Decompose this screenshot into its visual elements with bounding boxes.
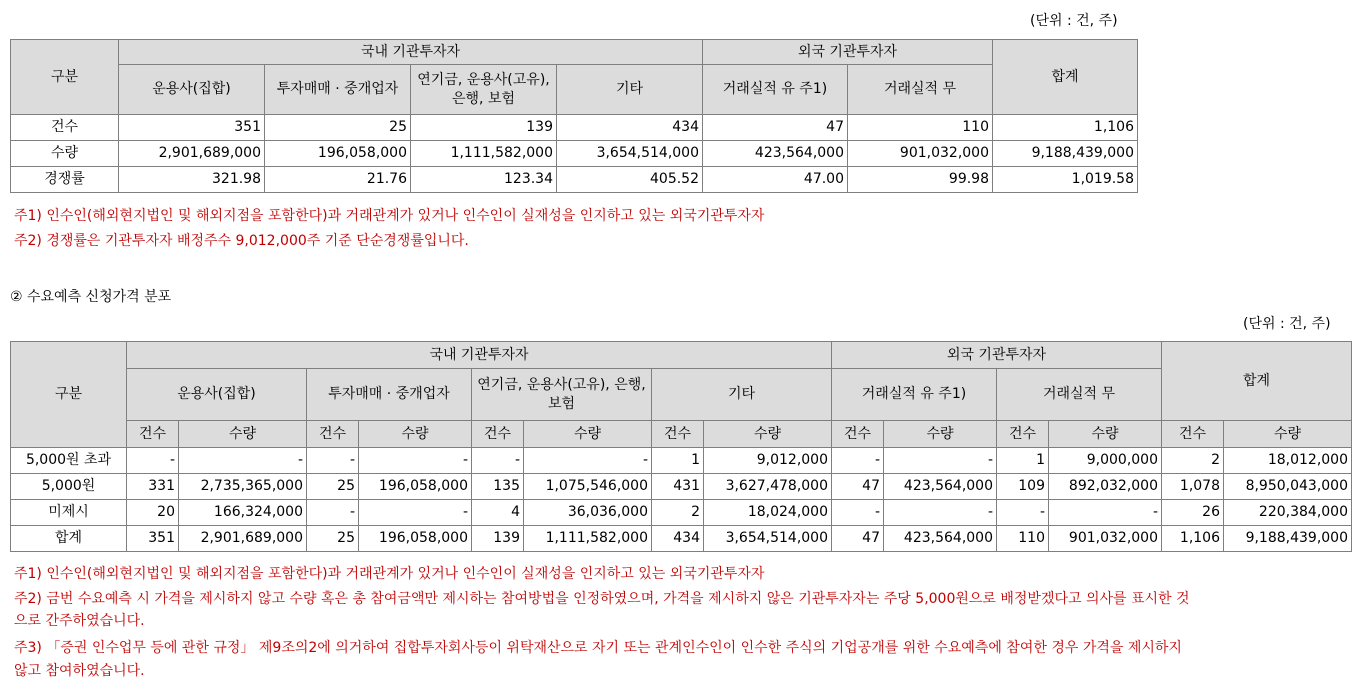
cell: - xyxy=(307,500,359,526)
price-distribution-table xyxy=(10,341,1352,552)
cell: 220,384,000 xyxy=(1224,500,1352,526)
header-count: 건수 xyxy=(652,421,704,448)
header-category: 구분 xyxy=(11,342,127,448)
cell: 1,019.58 xyxy=(993,167,1138,193)
header-group: 연기금, 운용사(고유), 은행, 보험 xyxy=(472,369,652,421)
cell: 2 xyxy=(652,500,704,526)
table-row xyxy=(11,500,1352,526)
cell: 901,032,000 xyxy=(1049,526,1162,552)
table1-note-1: 주1) 인수인(해외현지법인 및 해외지점을 포함한다)과 거래관계가 있거나 인수인이 실재성을 인지하고 있는 외국기관투자자 xyxy=(14,208,765,224)
cell: 1 xyxy=(997,448,1049,474)
cell: 25 xyxy=(307,526,359,552)
table2-note-2-cont: 으로 간주하였습니다. xyxy=(14,613,145,629)
table-row xyxy=(11,115,1138,141)
cell: 9,012,000 xyxy=(704,448,832,474)
cell: 351 xyxy=(119,115,265,141)
cell: 139 xyxy=(472,526,524,552)
cell: 423,564,000 xyxy=(884,526,997,552)
cell: 2,735,365,000 xyxy=(179,474,307,500)
table-row xyxy=(11,474,1352,500)
header-domestic: 국내 기관투자자 xyxy=(119,40,703,65)
cell: 25 xyxy=(307,474,359,500)
cell: - xyxy=(997,500,1049,526)
header-qty: 수량 xyxy=(884,421,997,448)
cell: - xyxy=(359,500,472,526)
header-count: 건수 xyxy=(997,421,1049,448)
cell: 9,188,439,000 xyxy=(1224,526,1352,552)
cell: - xyxy=(1049,500,1162,526)
row-label: 미제시 xyxy=(11,500,127,526)
cell: 434 xyxy=(557,115,703,141)
cell: - xyxy=(832,500,884,526)
cell: 431 xyxy=(652,474,704,500)
cell: 18,024,000 xyxy=(704,500,832,526)
header-col: 기타 xyxy=(557,65,703,115)
cell: 1,075,546,000 xyxy=(524,474,652,500)
header-category: 구분 xyxy=(11,40,119,115)
header-foreign: 외국 기관투자자 xyxy=(832,342,1162,369)
cell: 2,901,689,000 xyxy=(179,526,307,552)
row-label: 5,000원 xyxy=(11,474,127,500)
header-total: 합계 xyxy=(993,40,1138,115)
cell: 196,058,000 xyxy=(265,141,411,167)
cell: 20 xyxy=(127,500,179,526)
cell: 1,106 xyxy=(1162,526,1224,552)
table-row xyxy=(11,141,1138,167)
cell: 2 xyxy=(1162,448,1224,474)
cell: 1,106 xyxy=(993,115,1138,141)
cell: 3,654,514,000 xyxy=(704,526,832,552)
cell: 901,032,000 xyxy=(848,141,993,167)
cell: 110 xyxy=(997,526,1049,552)
table-row xyxy=(11,167,1138,193)
header-group: 거래실적 무 xyxy=(997,369,1162,421)
table2-note-2: 주2) 금번 수요예측 시 가격을 제시하지 않고 수량 혹은 총 참여금액만 제시하는 참여방법을 인정하였으며, 가격을 제시하지 않은 기관투자자는 주당 5,000원으로 배정받겠다고 의사를 표시한 것 xyxy=(14,591,1190,607)
cell: 196,058,000 xyxy=(359,526,472,552)
cell: - xyxy=(884,448,997,474)
cell: 321.98 xyxy=(119,167,265,193)
cell: 110 xyxy=(848,115,993,141)
table2-note-3-cont: 않고 참여하였습니다. xyxy=(14,663,145,679)
table2-unit: (단위 : 건, 주) xyxy=(1243,316,1331,332)
row-label: 경쟁률 xyxy=(11,167,119,193)
header-col: 운용사(집합) xyxy=(119,65,265,115)
cell: 47 xyxy=(832,526,884,552)
table1-unit: (단위 : 건, 주) xyxy=(1030,13,1118,29)
header-qty: 수량 xyxy=(704,421,832,448)
cell: 196,058,000 xyxy=(359,474,472,500)
cell: 9,000,000 xyxy=(1049,448,1162,474)
header-count: 건수 xyxy=(1162,421,1224,448)
cell: 892,032,000 xyxy=(1049,474,1162,500)
cell: - xyxy=(127,448,179,474)
cell: 139 xyxy=(411,115,557,141)
cell: 3,627,478,000 xyxy=(704,474,832,500)
cell: 47.00 xyxy=(703,167,848,193)
header-qty: 수량 xyxy=(1224,421,1352,448)
cell: 9,188,439,000 xyxy=(993,141,1138,167)
cell: - xyxy=(472,448,524,474)
cell: 135 xyxy=(472,474,524,500)
cell: - xyxy=(307,448,359,474)
header-col: 투자매매 · 중개업자 xyxy=(265,65,411,115)
row-label: 건수 xyxy=(11,115,119,141)
cell: - xyxy=(832,448,884,474)
cell: 109 xyxy=(997,474,1049,500)
header-count: 건수 xyxy=(832,421,884,448)
header-qty: 수량 xyxy=(179,421,307,448)
cell: 25 xyxy=(265,115,411,141)
row-label: 합계 xyxy=(11,526,127,552)
cell: 99.98 xyxy=(848,167,993,193)
cell: 4 xyxy=(472,500,524,526)
header-group: 기타 xyxy=(652,369,832,421)
table2-note-3: 주3) 「증권 인수업무 등에 관한 규정」 제9조의2에 의거하여 집합투자회사등이 위탁재산으로 자기 또는 관계인수인이 인수한 주식의 기업공개를 위한 수요예측에 참여한 경우 가격을 제시하지 xyxy=(14,640,1182,656)
cell: 1,111,582,000 xyxy=(524,526,652,552)
cell: 423,564,000 xyxy=(703,141,848,167)
cell: 331 xyxy=(127,474,179,500)
cell: 8,950,043,000 xyxy=(1224,474,1352,500)
header-col: 연기금, 운용사(고유), 은행, 보험 xyxy=(411,65,557,115)
cell: 47 xyxy=(832,474,884,500)
cell: 1,078 xyxy=(1162,474,1224,500)
header-domestic: 국내 기관투자자 xyxy=(127,342,832,369)
cell: 405.52 xyxy=(557,167,703,193)
header-col: 거래실적 무 xyxy=(848,65,993,115)
table-row xyxy=(11,526,1352,552)
cell: 351 xyxy=(127,526,179,552)
cell: 3,654,514,000 xyxy=(557,141,703,167)
header-qty: 수량 xyxy=(1049,421,1162,448)
row-label: 수량 xyxy=(11,141,119,167)
cell: 423,564,000 xyxy=(884,474,997,500)
table2-note-1: 주1) 인수인(해외현지법인 및 해외지점을 포함한다)과 거래관계가 있거나 인수인이 실재성을 인지하고 있는 외국기관투자자 xyxy=(14,566,765,582)
cell: 47 xyxy=(703,115,848,141)
header-total: 합계 xyxy=(1162,342,1352,421)
header-qty: 수량 xyxy=(359,421,472,448)
header-col: 거래실적 유 주1) xyxy=(703,65,848,115)
cell: 123.34 xyxy=(411,167,557,193)
table-row xyxy=(11,448,1352,474)
header-count: 건수 xyxy=(127,421,179,448)
header-group: 거래실적 유 주1) xyxy=(832,369,997,421)
section-title: ② 수요예측 신청가격 분포 xyxy=(10,289,172,305)
header-group: 투자매매 · 중개업자 xyxy=(307,369,472,421)
cell: 18,012,000 xyxy=(1224,448,1352,474)
header-qty: 수량 xyxy=(524,421,652,448)
row-label: 5,000원 초과 xyxy=(11,448,127,474)
competition-table xyxy=(10,39,1138,193)
header-foreign: 외국 기관투자자 xyxy=(703,40,993,65)
header-group: 운용사(집합) xyxy=(127,369,307,421)
cell: - xyxy=(884,500,997,526)
cell: 1 xyxy=(652,448,704,474)
cell: 36,036,000 xyxy=(524,500,652,526)
header-count: 건수 xyxy=(472,421,524,448)
cell: - xyxy=(179,448,307,474)
cell: 26 xyxy=(1162,500,1224,526)
cell: 434 xyxy=(652,526,704,552)
cell: 1,111,582,000 xyxy=(411,141,557,167)
cell: 2,901,689,000 xyxy=(119,141,265,167)
table1-note-2: 주2) 경쟁률은 기관투자자 배정주수 9,012,000주 기준 단순경쟁률입니다. xyxy=(14,233,469,249)
cell: - xyxy=(359,448,472,474)
cell: 21.76 xyxy=(265,167,411,193)
header-count: 건수 xyxy=(307,421,359,448)
cell: - xyxy=(524,448,652,474)
cell: 166,324,000 xyxy=(179,500,307,526)
